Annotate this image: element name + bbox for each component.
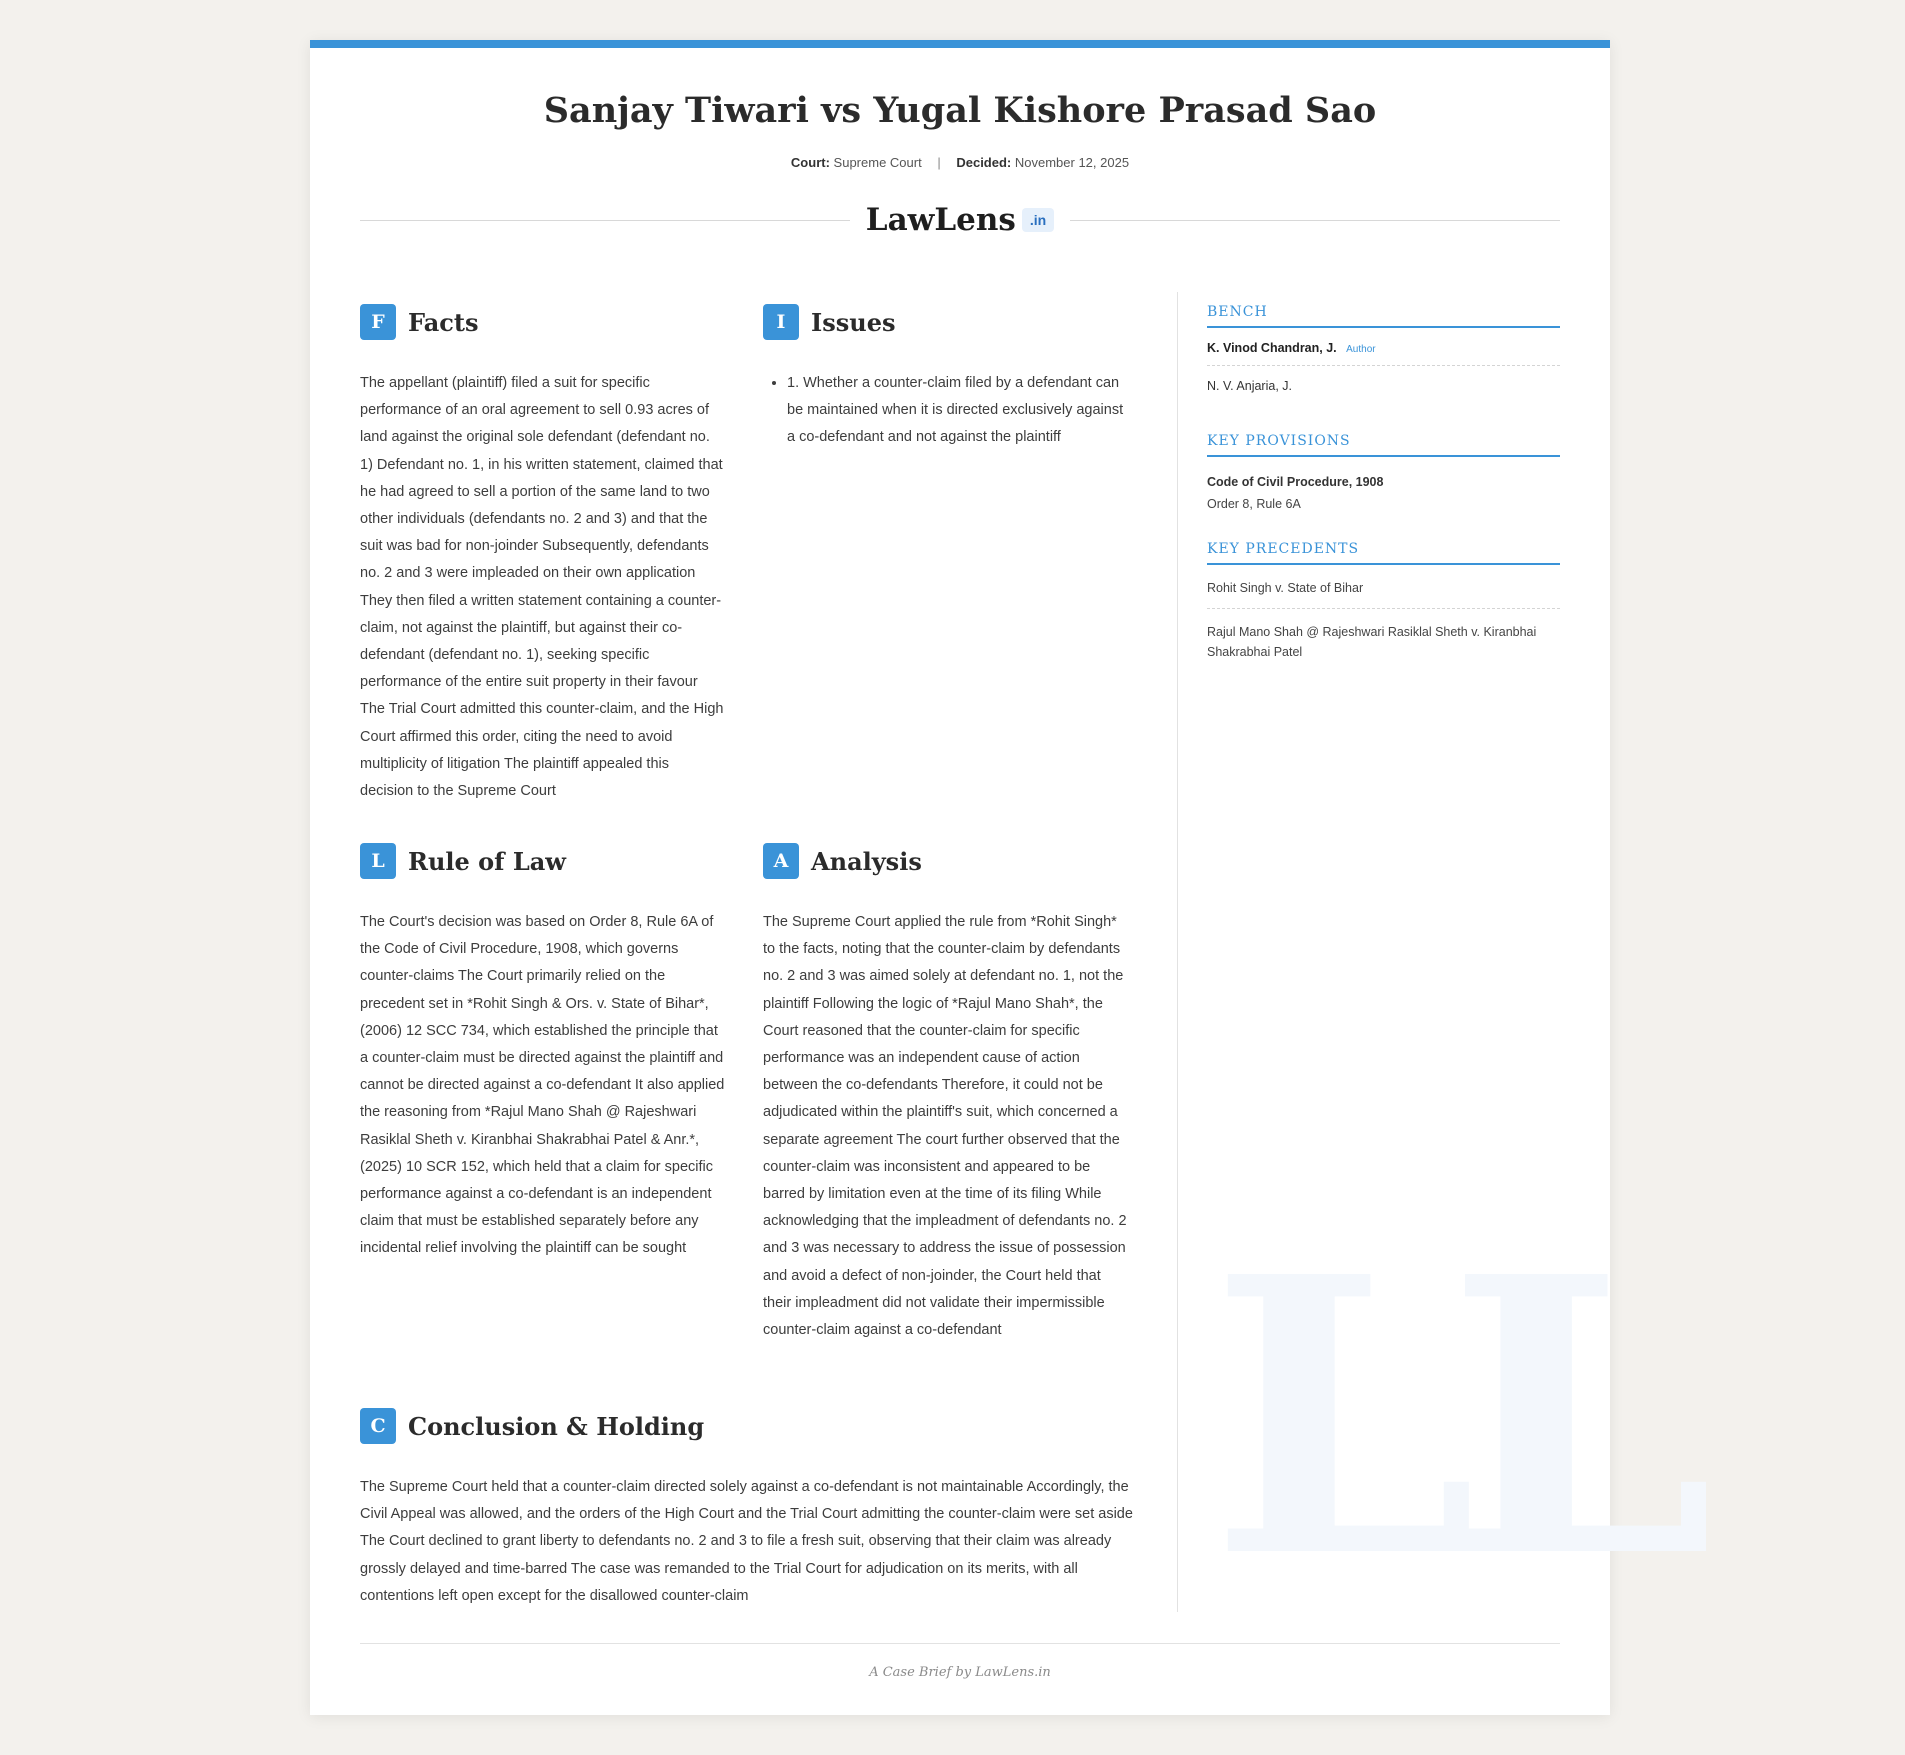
issues-list xyxy=(763,370,1129,452)
case-meta xyxy=(310,155,1610,170)
case-brief-card xyxy=(310,40,1685,1715)
sidebar xyxy=(1207,304,1560,702)
precedents-heading: KEY PRECEDENTS xyxy=(1207,541,1560,565)
meta-separator: | xyxy=(937,155,941,170)
precedent-item: Rajul Mano Shah @ Rajeshwari Rasiklal Sheth v. Kiranbhai Shakrabhai Patel xyxy=(1207,625,1537,659)
section-title: Analysis xyxy=(811,846,922,876)
brand-name: LawLens xyxy=(865,202,1016,238)
court-value: Supreme Court xyxy=(833,155,922,170)
provision-act: Code of Civil Procedure, 1908 xyxy=(1207,475,1384,489)
brand-row xyxy=(360,200,1560,240)
provisions-heading: KEY PROVISIONS xyxy=(1207,433,1560,457)
provision-section: Order 8, Rule 6A xyxy=(1207,497,1301,511)
section-badge: L xyxy=(360,843,396,879)
section-badge: A xyxy=(763,843,799,879)
judge-name: K. Vinod Chandran, J. xyxy=(1207,341,1337,355)
author-tag: Author xyxy=(1346,344,1376,355)
precedents-group xyxy=(1207,541,1560,672)
decided-label: Decided: xyxy=(956,155,1012,170)
facts-body: The appellant (plaintiff) filed a suit for specific performance of an oral agreement to sell 0.93 acres of land against the original sole defendant (defendant no. 1) Defendant no. 1, in his written statement, claimed that he had agreed to sell a portion of the same land to two other individuals (defendants no. 2 and 3) and that the suit was bad for non-joinder Subsequently, defendants no. 2 and 3 were impleaded on their own application They then filed a written statement containing a counter-claim, not against the plaintiff, but against their co-defendant (defendant no. 1), seeking specific performance of the entire suit property in their favour The Trial Court admitted this counter-claim, and the High Court affirmed this order, citing the need to avoid multiplicity of litigation The plaintiff appealed this decision to the Supreme Court xyxy=(360,375,724,800)
section-issues xyxy=(763,304,1129,452)
column-divider xyxy=(1177,292,1178,1612)
watermark-logo: LL xyxy=(1210,1194,1685,1641)
section-rule-of-law xyxy=(360,843,726,1263)
provisions-group xyxy=(1207,433,1560,511)
section-header xyxy=(360,843,726,879)
bench-heading: BENCH xyxy=(1207,304,1560,328)
brand-rule-left xyxy=(360,220,850,221)
section-title: Rule of Law xyxy=(408,846,566,876)
section-facts xyxy=(360,304,726,805)
section-header xyxy=(763,304,1129,340)
brand-rule-right xyxy=(1070,220,1560,221)
section-badge: C xyxy=(360,1408,396,1444)
footer-rule xyxy=(360,1643,1560,1644)
section-conclusion xyxy=(360,1408,1142,1610)
case-title: Sanjay Tiwari vs Yugal Kishore Prasad Sao xyxy=(543,90,1377,131)
bench-judge xyxy=(1207,328,1560,366)
brand-logo xyxy=(850,202,1070,238)
decided-value: November 12, 2025 xyxy=(1014,155,1130,170)
footer-credit: A Case Brief by LawLens.in xyxy=(869,1665,1051,1680)
rule-body: The Court's decision was based on Order 8, Rule 6A of the Code of Civil Procedure, 1908, which governs counter-claims The Court primarily relied on the precedent set in *Rohit Singh & Ors. v. State of Bihar*, (2006) 12 SCC 734, which established the principle that a counter-claim must be directed against the plaintiff and cannot be directed against a co-defendant It also applied the reasoning from *Rajul Mano Shah @ Rajeshwari Rasiklal Sheth v. Kiranbhai Shakrabhai Patel & Anr.*, (2025) 10 SCR 152, which held that a claim for specific performance against a co-defendant is an independent claim that must be established separately before any incidental relief involving the plaintiff can be sought xyxy=(360,914,725,1257)
section-title: Issues xyxy=(811,307,896,337)
section-header xyxy=(360,304,726,340)
section-analysis xyxy=(763,843,1129,1344)
brand-tld-badge: .in xyxy=(1022,208,1054,232)
conclusion-body: The Supreme Court held that a counter-claim directed solely against a co-defendant is not maintainable Accordingly, the Civil Appeal was allowed, and the orders of the High Court and the Trial Court admitting the counter-claim were set aside The Court declined to grant liberty to defendants no. 2 and 3 to file a fresh suit, observing that their claim was already grossly delayed and time-barred The case was remanded to the Trial Court for adjudication on its merits, with all contentions left open except for the disallowed counter-claim xyxy=(360,1479,1133,1604)
section-badge: I xyxy=(763,304,799,340)
bench-judge xyxy=(1207,366,1560,403)
section-title: Facts xyxy=(408,307,479,337)
analysis-body: The Supreme Court applied the rule from *Rohit Singh* to the facts, noting that the counter-claim by defendants no. 2 and 3 was aimed solely at defendant no. 1, not the plaintiff Following the logic of *Rajul Mano Shah*, the Court reasoned that the counter-claim for specific performance was an independent cause of action between the co-defendants Therefore, it could not be adjudicated within the plaintiff's suit, which concerned a separate agreement The court further observed that the counter-claim was inconsistent and appeared to be barred by limitation even at the time of its filing While acknowledging that the impleadment of defendants no. 2 and 3 was necessary to address the issue of possession and avoid a defect of non-joinder, the Court held that their impleadment did not validate their impermissible counter-claim against a co-defendant xyxy=(763,914,1127,1339)
section-badge: F xyxy=(360,304,396,340)
section-header xyxy=(763,843,1129,879)
judge-name: N. V. Anjaria, J. xyxy=(1207,379,1292,393)
section-title: Conclusion & Holding xyxy=(408,1411,705,1441)
precedent-item: Rohit Singh v. State of Bihar xyxy=(1207,565,1560,609)
issue-item: • 1. Whether a counter-claim filed by a defendant can be maintained when it is directed exclusively against a co-defendant and not against the plaintiff xyxy=(787,370,1129,452)
section-header xyxy=(360,1408,1142,1444)
court-label: Court: xyxy=(790,155,830,170)
bench-group xyxy=(1207,304,1560,403)
